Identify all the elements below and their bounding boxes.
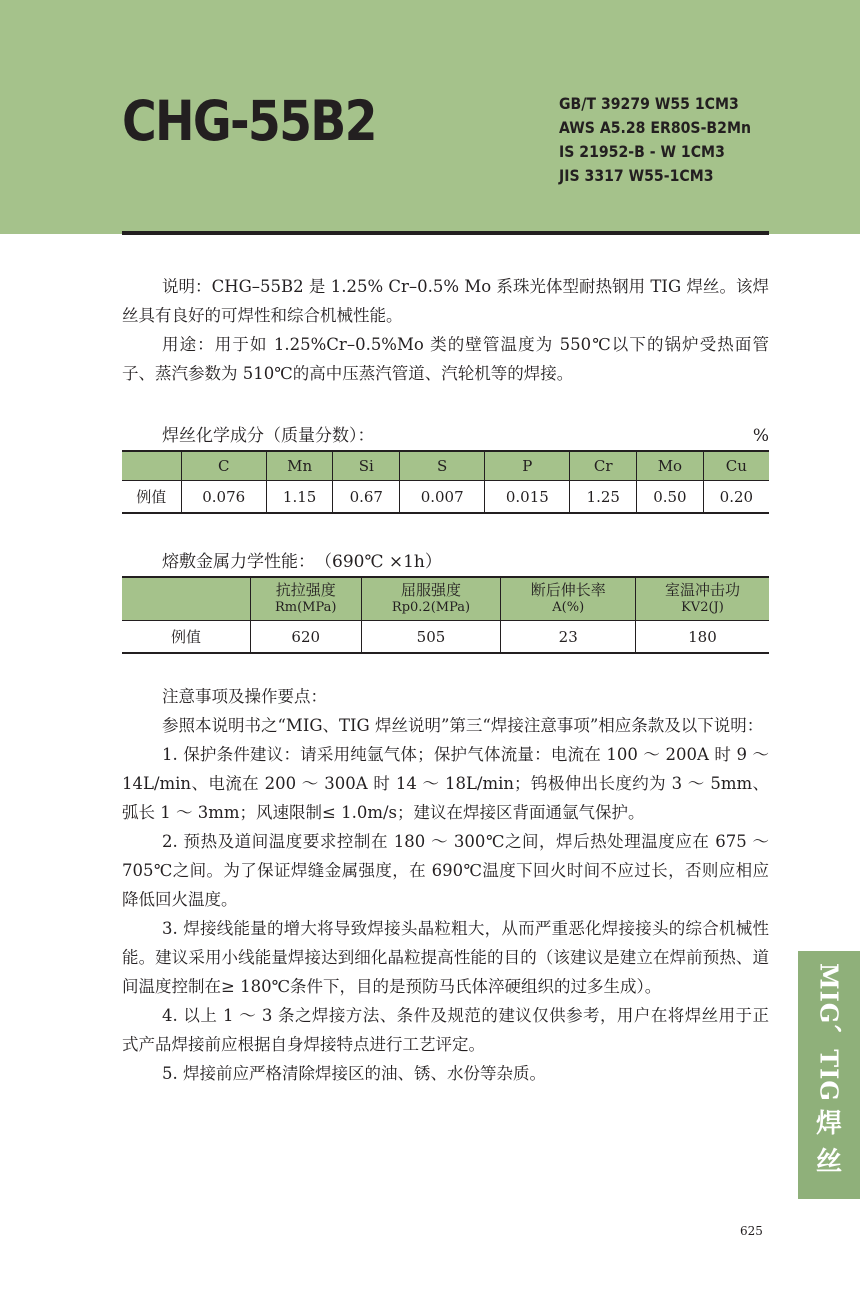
chemical-value-mn: 1.15 [266,481,333,514]
tensile-label: 抗拉强度 [275,581,336,599]
description-text: CHG–55B2 是 1.25% Cr–0.5% Mo 系珠光体型耐热钢用 TIG 焊丝。该焊丝具有良好的可焊性和综合机械性能。 [122,277,769,325]
mechanical-value-impact: 180 [635,621,769,654]
chemical-header-s: S [400,451,485,481]
chemical-section-heading [122,420,769,446]
note-item-4: 4. 以上 1 ～ 3 条之焊接方法、条件及规范的建议仅供参考，用户在将焊丝用于正式产品焊接前应根据自身焊接特点进行工艺评定。 [122,1006,769,1054]
chemical-row-label: 例值 [122,481,181,514]
mechanical-table [122,576,769,654]
chemical-header-p: P [485,451,570,481]
chemical-header-blank [122,451,181,481]
side-tab-char-2: 丝 [815,1146,842,1177]
side-tab-char-1: 焊 [815,1108,842,1139]
usage-text: 用于如 1.25%Cr–0.5%Mo 类的壁管温度为 550℃以下的锅炉受热面管子、蒸汽参数为 510℃的高中压蒸汽管道、汽轮机等的焊接。 [122,335,769,383]
chemical-value-p: 0.015 [485,481,570,514]
mechanical-value-tensile: 620 [251,621,362,654]
mechanical-header-tensile [251,577,362,621]
note-item-2: 2. 预热及道间温度要求控制在 180 ～ 300℃之间，焊后热处理温度应在 675 ～ 705℃之间。为了保证焊缝金属强度，在 690℃温度下回火时间不应过长，否则应相应降低回火温度。 [122,832,769,909]
chemical-header-cr: Cr [570,451,637,481]
standard-gb: GB/T 39279 W55 1CM3 [559,94,739,113]
impact-unit: KV2(J) [681,600,724,615]
section-side-tab [798,951,860,1199]
mechanical-title: 熔敷金属力学性能： [162,552,315,572]
standard-jis: JIS 3317 W55-1CM3 [559,166,714,185]
product-title: CHG-55B2 [122,89,376,153]
notes-title: 注意事项及操作要点： [162,687,327,706]
elongation-unit: A(%) [552,600,585,615]
impact-label: 室温冲击功 [664,581,740,599]
chemical-header-mo: Mo [637,451,704,481]
mechanical-header-row [122,577,769,621]
chemical-unit: % [752,426,769,446]
chemical-header-si: Si [333,451,400,481]
mechanical-header-elongation [501,577,635,621]
mechanical-value-elongation: 23 [501,621,635,654]
chemical-header-mn: Mn [266,451,333,481]
mechanical-header-blank [122,577,251,621]
chemical-header-row [122,451,769,481]
header-band [0,0,860,234]
chemical-title: 焊丝化学成分（质量分数）： [162,426,375,446]
standards-list [559,92,751,188]
elongation-label: 断后伸长率 [530,581,606,599]
chemical-header-c: C [181,451,266,481]
tensile-unit: Rm(MPa) [275,600,337,615]
description-label: 说明： [162,277,212,296]
note-item-1: 1. 保护条件建议：请采用纯氩气体；保护气体流量：电流在 100 ～ 200A 时 9 ～ 14L/min、电流在 200 ～ 300A 时 14 ～ 18L/min；钨极伸出长度约为 3 ～ 5mm、弧长 1 ～ 3mm；风速限制≤ 1.0m/s；建议在焊接区背面通氩气保护。 [122,745,769,822]
header-rule [122,231,769,235]
chemical-header-cu: Cu [703,451,769,481]
standard-is: IS 21952-B - W 1CM3 [559,142,725,161]
chemical-value-mo: 0.50 [637,481,704,514]
mechanical-header-yield [361,577,501,621]
chemical-table [122,450,769,514]
mechanical-section-heading [122,546,769,572]
yield-unit: Rp0.2(MPa) [391,600,471,615]
description-paragraph [122,272,769,330]
standard-aws: AWS A5.28 ER80S-B2Mn [559,118,751,137]
usage-label: 用途： [162,335,215,354]
chemical-value-s: 0.007 [400,481,485,514]
mechanical-condition: （690℃ ×1h） [315,552,442,572]
mechanical-value-yield: 505 [361,621,501,654]
main-content [122,272,769,1088]
page-number: 625 [740,1224,763,1238]
chemical-value-cu: 0.20 [703,481,769,514]
usage-paragraph [122,330,769,388]
mechanical-value-row [122,621,769,654]
mechanical-row-label: 例值 [122,621,251,654]
chemical-value-cr: 1.25 [570,481,637,514]
note-item-3: 3. 焊接线能量的增大将导致焊接头晶粒粗大，从而严重恶化焊接接头的综合机械性能。建议采用小线能量焊接达到细化晶粒提高性能的目的（该建议是建立在焊前预热、道间温度控制在≥ 180℃条件下，目的是预防马氏体淬硬组织的过多生成）。 [122,919,769,996]
note-item-5: 5. 焊接前应严格清除焊接区的油、锈、水份等杂质。 [162,1064,546,1083]
mechanical-header-impact [635,577,769,621]
notes-intro: 参照本说明书之“MIG、TIG 焊丝说明”第三“焊接注意事项”相应条款及以下说明： [162,716,764,735]
chemical-value-c: 0.076 [181,481,266,514]
side-tab-latin: MIG、TIG [814,963,844,1102]
chemical-value-row [122,481,769,514]
yield-label: 屈服强度 [400,581,461,599]
chemical-value-si: 0.67 [333,481,400,514]
